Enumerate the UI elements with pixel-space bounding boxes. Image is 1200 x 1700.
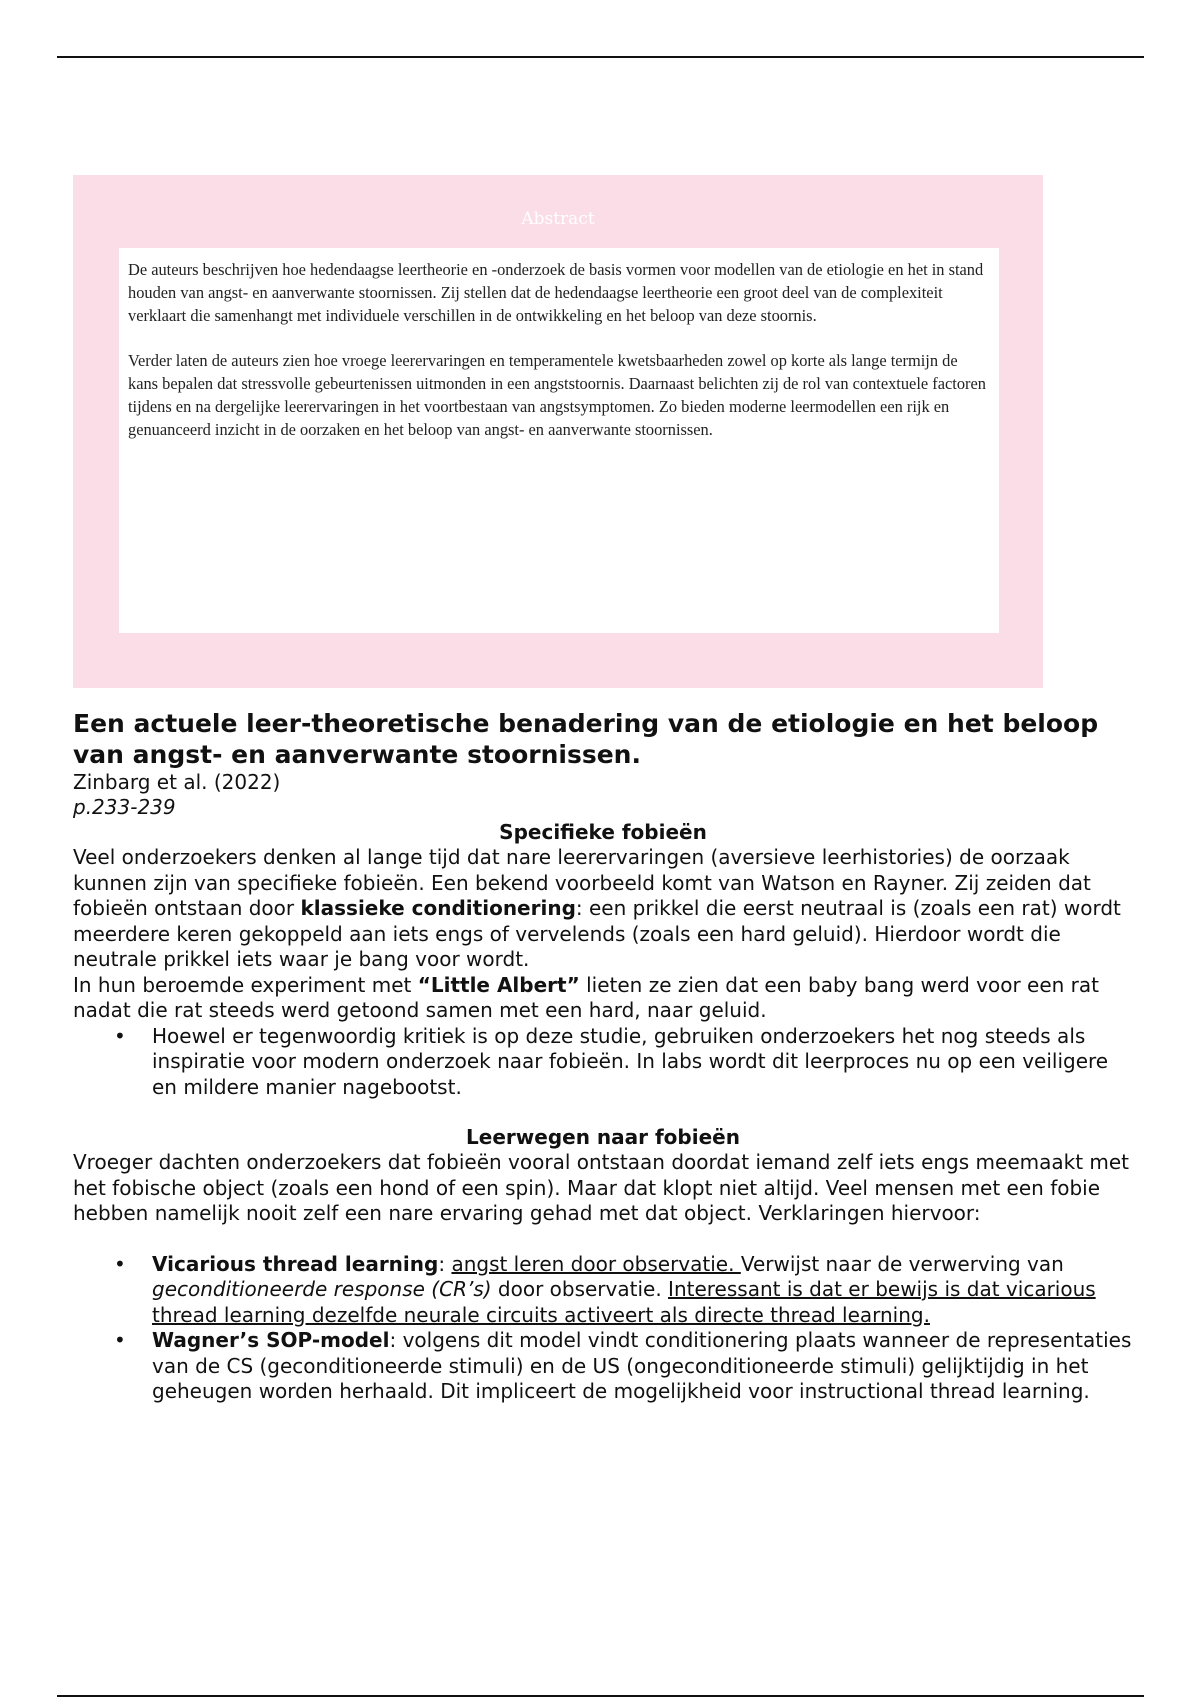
bold-term: “Little Albert” [417,972,580,997]
document-title: Een actuele leer-theoretische benadering van de etiologie en het beloop van angst- en aanverwante stoornissen. [73,709,1099,769]
page-range: p.233-239 [73,795,176,819]
bold-term: Vicarious thread learning [152,1251,439,1276]
abstract-box [73,175,1043,688]
document-content [73,708,1133,1405]
bullet-list-section1 [73,1024,1133,1101]
text-run: In hun beroemde experiment met [73,972,418,997]
text-run: door observatie. [491,1277,669,1301]
section-heading-specifieke-fobieen: Specifieke fobieën [499,820,707,844]
abstract-body [119,248,999,633]
list-item [152,1328,1133,1405]
author-citation: Zinbarg et al. (2022) [73,770,281,794]
abstract-paragraph-2: Verder laten de auteurs zien hoe vroege leerervaringen en temperamentele kwetsbaarheden zowel op korte als lange termijn de kans bepalen dat stressvolle gebeurtenissen uitmonden in een angststoornis. Daarnaast belichten zij de rol van contextuele factoren tijdens en na dergelijke leerervaringen in het voortbestaan van angstsymptomen. Zo bieden moderne leermodellen een rijk en genuanceerd inzicht in de oorzaken en het beloop van angst- en aanverwante stoornissen. [128,351,986,439]
list-item [152,1252,1133,1329]
text-run: : een prikkel die eerst neutraal is (zoals een rat) wordt meerdere keren gekoppeld aan iets engs of vervelends (zoals een hard geluid). Hierdoor wordt die neutrale prikkel iets waar je bang voor wordt. [73,896,1121,971]
bold-term: klassieke conditionering [300,896,576,920]
underlined-text: Interessant is dat er bewijs is dat vicarious thread learning dezelfde neurale circuits activeert als directe thread learning. [152,1277,1096,1327]
section-heading-leerwegen: Leerwegen naar fobieën [466,1125,740,1149]
paragraph-leerwegen-intro: Vroeger dachten onderzoekers dat fobieën vooral ontstaan doordat iemand zelf iets engs meemaakt met het fobische object (zoals een hond of een spin). Maar dat klopt niet altijd. Veel mensen met een fobie hebben namelijk nooit zelf een nare ervaring gehad met dat object. Verklaringen hiervoor: [73,1150,1130,1225]
bullet-list-section2 [73,1252,1133,1405]
header-rule [57,56,1144,58]
italic-text: geconditioneerde response (CR’s) [152,1277,492,1301]
text-run: lieten ze zien dat een baby bang werd voor een rat nadat die rat steeds werd getoond samen met een hard, naar geluid. [73,972,1099,1022]
text-run: : volgens dit model vindt conditionering plaats wanneer de representaties van de CS (geconditioneerde stimuli) en de US (ongeconditioneerde stimuli) gelijktijdig in het geheugen worden herhaald. Dit impliceert de mogelijkheid voor instructional thread learning. [152,1328,1132,1403]
text-run: Veel onderzoekers denken al lange tijd dat nare leerervaringen (aversieve leerhistories) de oorzaak kunnen zijn van specifieke fobieën. Een bekend voorbeeld komt van Watson en Rayner. Zij zeiden dat fobieën ontstaan door [73,845,1091,920]
abstract-paragraph-1: De auteurs beschrijven hoe hedendaagse leertheorie en -onderzoek de basis vormen voor modellen van de etiologie en het in stand houden van angst- en aanverwante stoornissen. Zij stellen dat de hedendaagse leertheorie een groot deel van de complexiteit verklaart die samenhangt met individuele verschillen in de ontwikkeling en het beloop van deze stoornis. [128,260,984,325]
paragraph-little-albert [73,973,1133,1024]
text-run: : [438,1251,452,1276]
list-item: • Hoewel er tegenwoordig kritiek is op deze studie, gebruiken onderzoekers het nog steeds als inspiratie voor modern onderzoek naar fobieën. In labs wordt dit leerproces nu op een veiligere en mildere manier nagebootst. [152,1024,1133,1101]
text-run: Verwijst naar de verwerving van [740,1251,1064,1276]
paragraph-classical-conditioning [73,845,1133,973]
footer-rule [57,1695,1144,1697]
bold-term: Wagner’s SOP-model [152,1328,390,1352]
abstract-title: Abstract [521,209,595,229]
underlined-text: angst leren door observatie. [451,1251,741,1276]
